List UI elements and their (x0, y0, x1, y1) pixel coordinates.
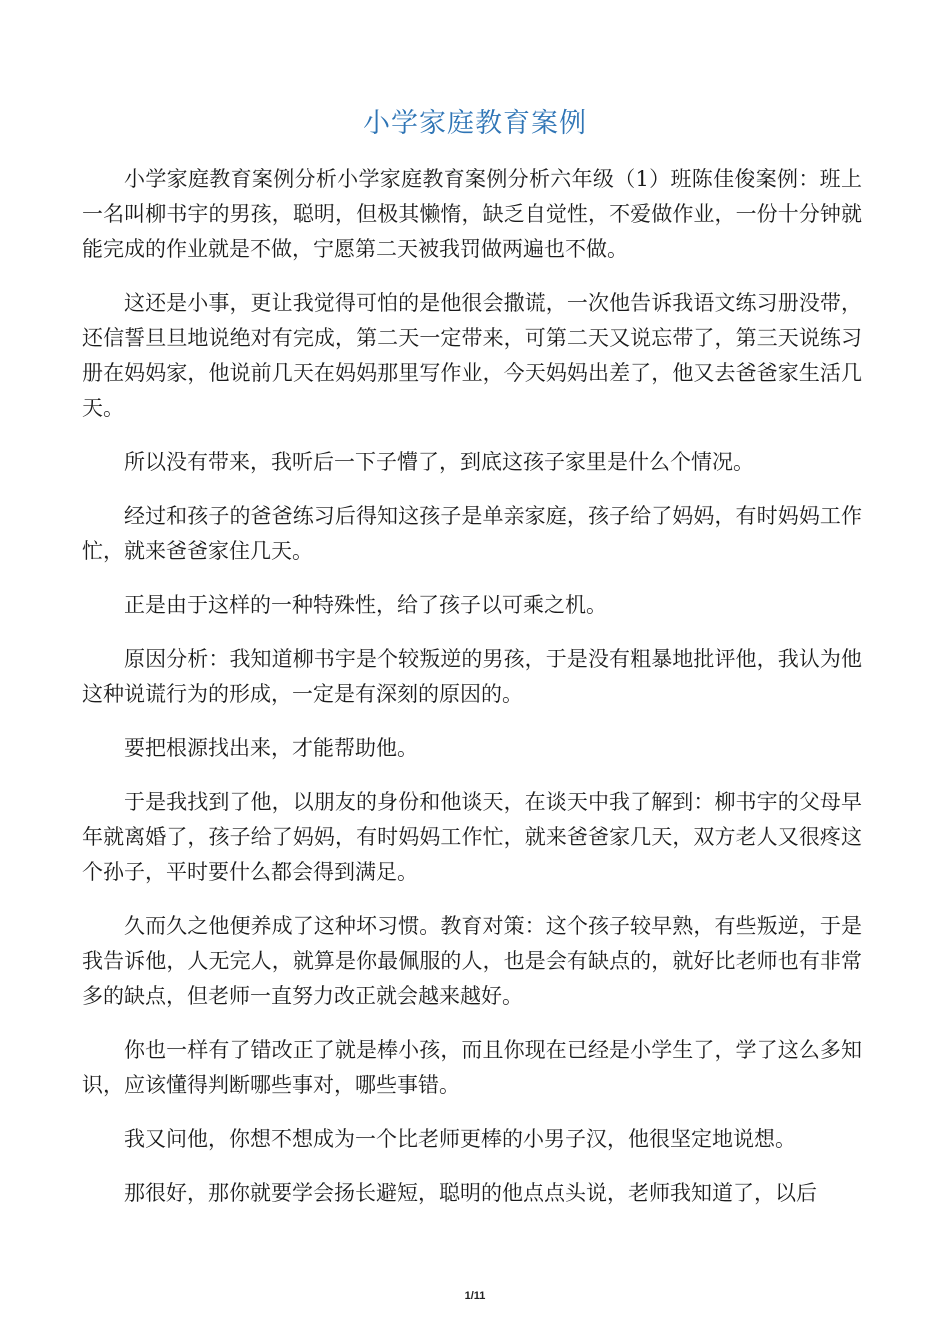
paragraph: 那很好，那你就要学会扬长避短，聪明的他点点头说，老师我知道了，以后 (124, 1181, 817, 1205)
paragraph: 我又问他，你想不想成为一个比老师更棒的小男子汉，他很坚定地说想。 (124, 1127, 796, 1151)
paragraph: 久而久之他便养成了这种坏习惯。教育对策：这个孩子较早熟，有些叛逆，于是我告诉他，人无完人，就算是你最佩服的人，也是会有缺点的，就好比老师也有非常多的缺点，但老师一直努力改正就会越来越好。 (82, 914, 862, 1008)
paragraph: 小学家庭教育案例分析小学家庭教育案例分析六年级（1）班陈佳俊案例：班上一名叫柳书宇的男孩，聪明，但极其懒惰，缺乏自觉性，不爱做作业，一份十分钟就能完成的作业就是不做，宁愿第二天被我罚做两遍也不做。 (82, 167, 862, 261)
document-title: 小学家庭教育案例 (363, 108, 587, 139)
paragraph: 原因分析：我知道柳书宇是个较叛逆的男孩，于是没有粗暴地批评他，我认为他这种说谎行为的形成，一定是有深刻的原因的。 (82, 647, 862, 706)
paragraph: 所以没有带来，我听后一下子懵了，到底这孩子家里是什么个情况。 (124, 450, 754, 474)
paragraph: 你也一样有了错改正了就是棒小孩，而且你现在已经是小学生了，学了这么多知识，应该懂得判断哪些事对，哪些事错。 (82, 1038, 862, 1097)
paragraph: 经过和孩子的爸爸练习后得知这孩子是单亲家庭，孩子给了妈妈，有时妈妈工作忙，就来爸爸家住几天。 (82, 504, 862, 563)
paragraph: 于是我找到了他，以朋友的身份和他谈天，在谈天中我了解到：柳书宇的父母早年就离婚了，孩子给了妈妈，有时妈妈工作忙，就来爸爸家几天，双方老人又很疼这个孙子，平时要什么都会得到满足。 (82, 790, 862, 884)
paragraph: 这还是小事，更让我觉得可怕的是他很会撒谎，一次他告诉我语文练习册没带，还信誓旦旦地说绝对有完成，第二天一定带来，可第二天又说忘带了，第三天说练习册在妈妈家，他说前几天在妈妈那里写作业，今天妈妈出差了，他又去爸爸家生活几天。 (82, 291, 862, 420)
document-body (82, 162, 862, 1230)
page-number: 1/11 (464, 1290, 486, 1302)
paragraph: 正是由于这样的一种特殊性，给了孩子以可乘之机。 (124, 593, 607, 617)
paragraph: 要把根源找出来，才能帮助他。 (124, 736, 418, 760)
